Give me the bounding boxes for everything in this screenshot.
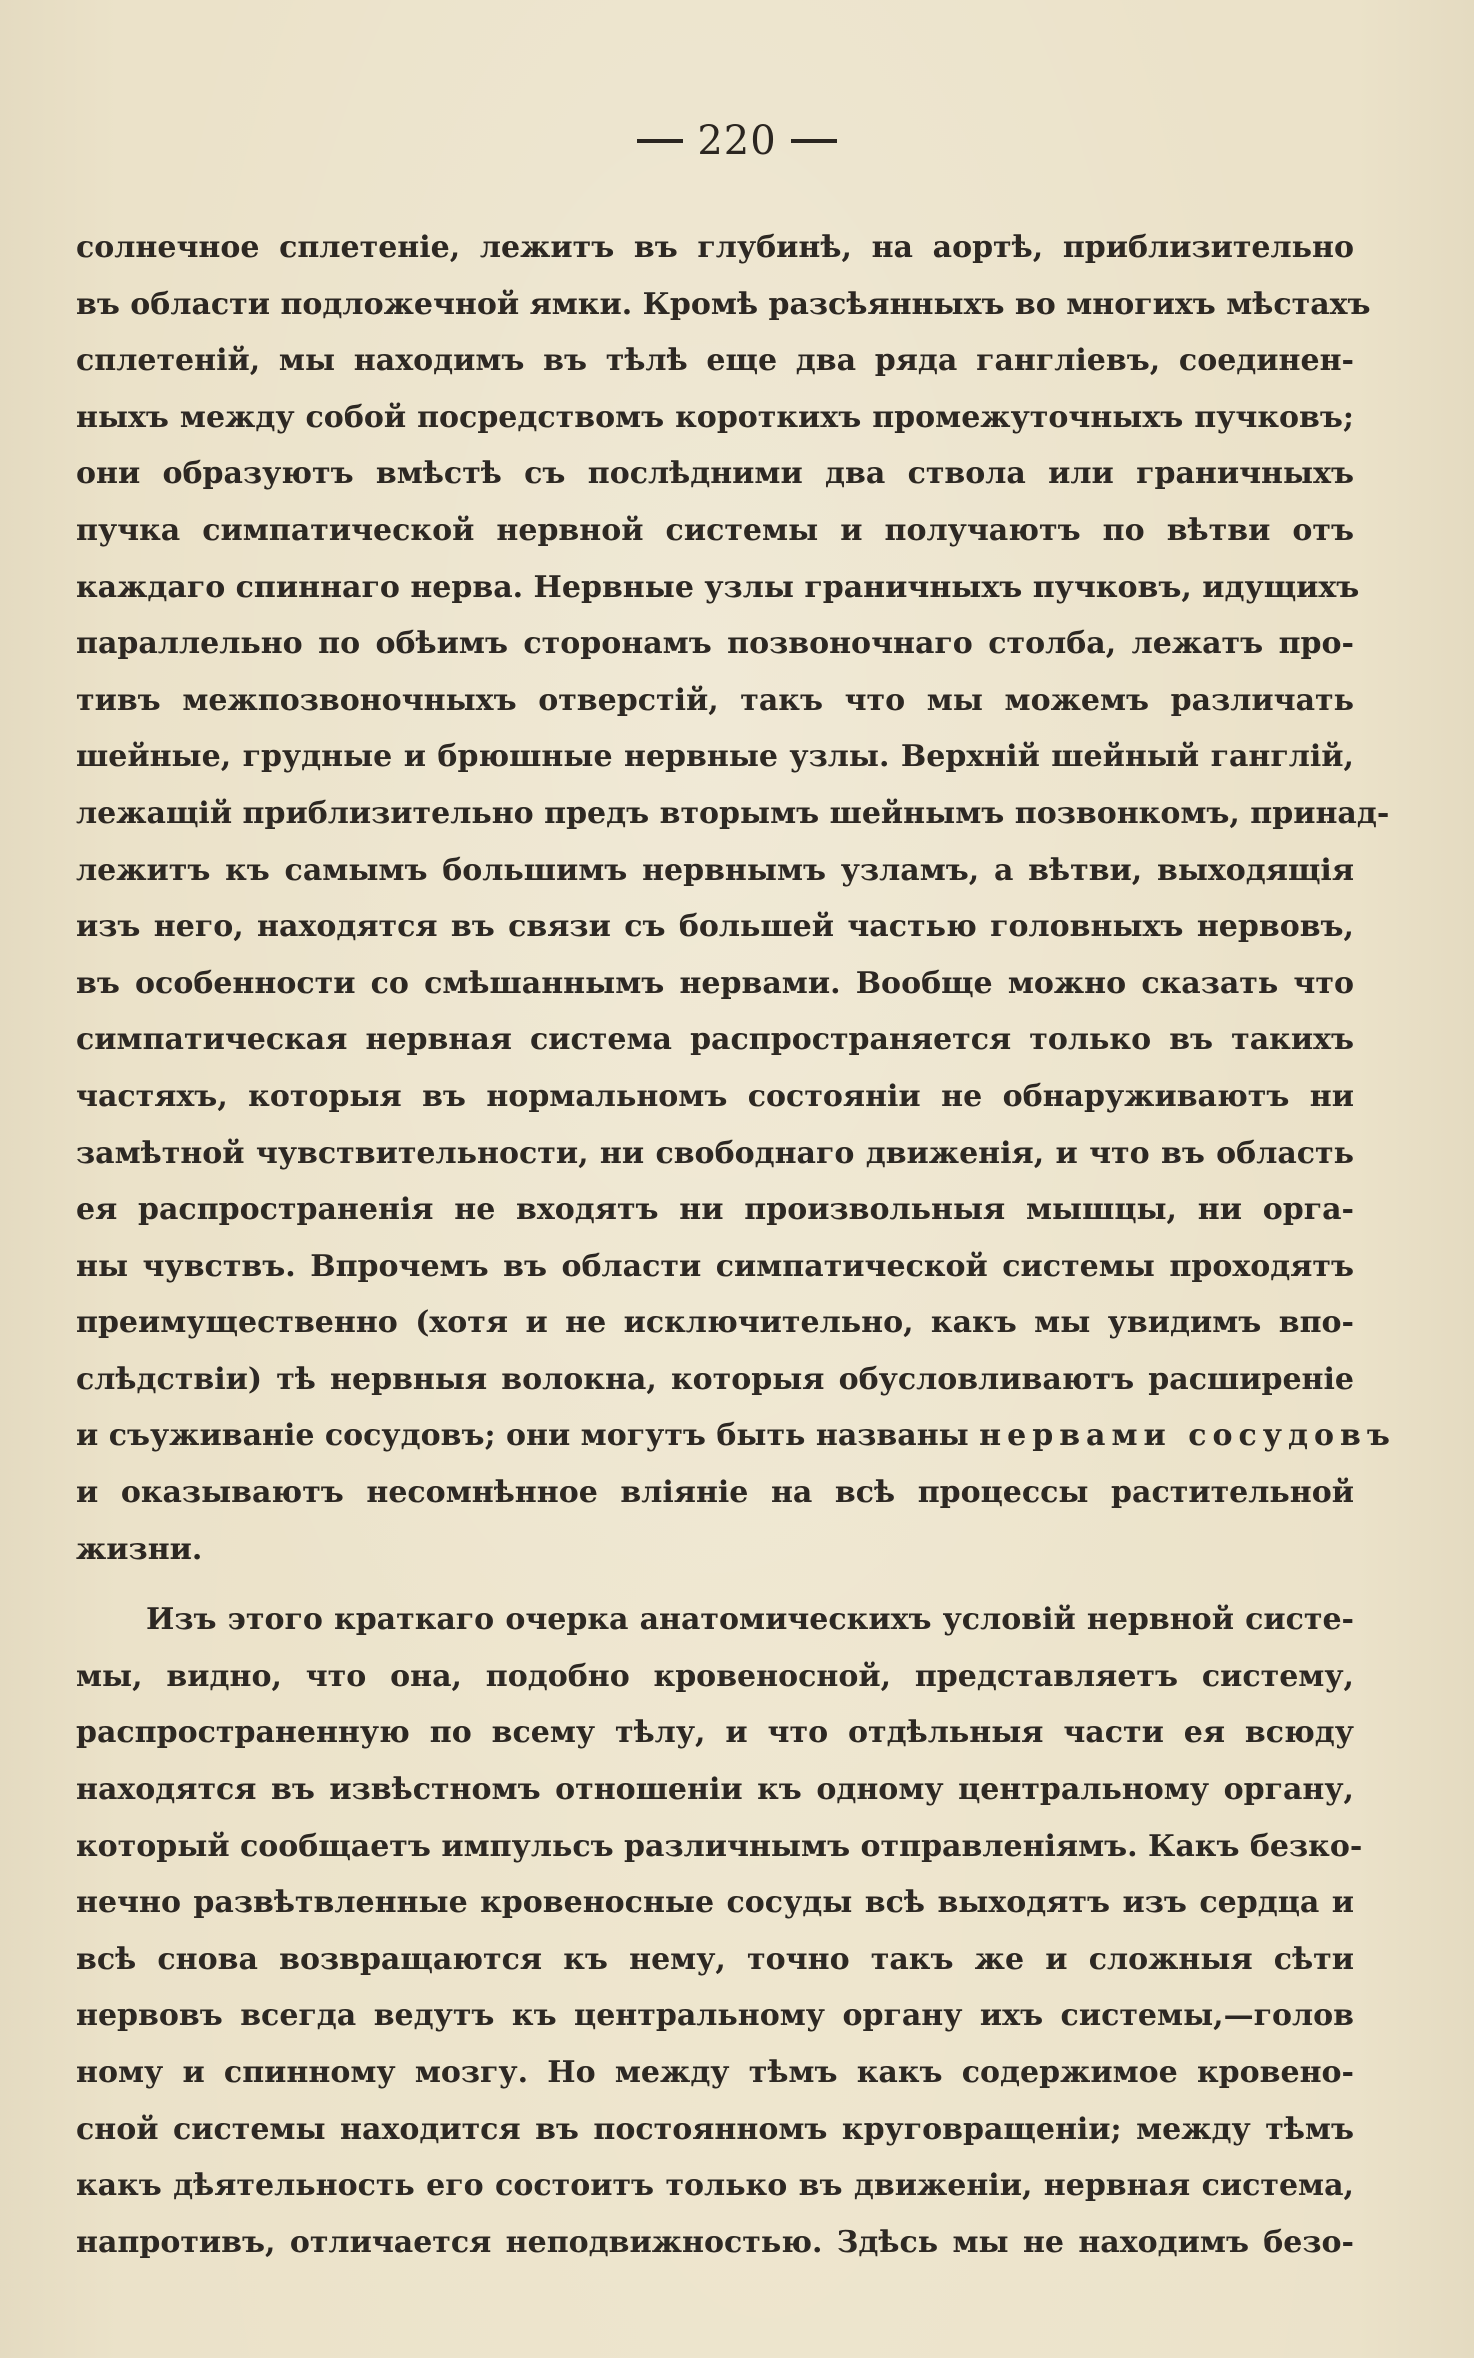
text-line: жизни. — [76, 1531, 203, 1567]
text-line: нервовъ всегда ведутъ къ центральному органу ихъ системы,—голов — [76, 1998, 1354, 2034]
text-line: ны чувствъ. Впрочемъ въ области симпатической системы проходятъ — [76, 1248, 1354, 1284]
body-text — [76, 220, 1396, 2271]
page-header — [0, 118, 1474, 164]
text-line: сной системы находится въ постоянномъ круговращеніи; между тѣмъ — [76, 2111, 1354, 2147]
text-line: ному и спинному мозгу. Но между тѣмъ какъ содержимое кровено- — [76, 2055, 1354, 2090]
text-line: солнечное сплетеніе, лежитъ въ глубинѣ, на аортѣ, приблизительно — [76, 230, 1354, 265]
text-line: лежитъ къ самымъ большимъ нервнымъ узламъ, а вѣтви, выходящія — [76, 852, 1354, 888]
text-line: напротивъ, отличается неподвижностью. Здѣсь мы не находимъ безо- — [76, 2224, 1354, 2260]
header-dash-left — [637, 139, 683, 143]
text-line: преимущественно (хотя и не исключительно, какъ мы увидимъ впо- — [76, 1305, 1354, 1341]
header-dash-right — [791, 139, 837, 143]
text-line: лежащій приблизительно предъ вторымъ шейнымъ позвонкомъ, принад- — [76, 795, 1390, 831]
text-line: ныхъ между собой посредствомъ короткихъ промежуточныхъ пучковъ; — [76, 399, 1354, 435]
paragraph-1 — [76, 220, 1396, 1578]
text-line: каждаго спиннаго нерва. Нервные узлы граничныхъ пучковъ, идущихъ — [76, 569, 1360, 605]
text-line: ея распространенія не входятъ ни произвольныя мышцы, ни орга- — [76, 1192, 1354, 1228]
text-fragment: и съуживаніе сосудовъ; они могутъ быть названы — [76, 1418, 980, 1454]
paragraph-2 — [76, 1592, 1363, 2271]
text-line: слѣдствіи) тѣ нервныя волокна, которыя обусловливаютъ расширеніе — [76, 1361, 1354, 1397]
text-line: находятся въ извѣстномъ отношеніи къ одному центральному органу, — [76, 1772, 1354, 1808]
text-line: шейные, грудные и брюшные нервные узлы. Верхній шейный ганглій, — [76, 739, 1354, 775]
text-line: замѣтной чувствительности, ни свободнаго движенія, и что въ область — [76, 1135, 1354, 1171]
text-line: и оказываютъ несомнѣнное вліяніе на всѣ процессы растительной — [76, 1475, 1354, 1511]
text-line: въ особенности со смѣшаннымъ нервами. Вообще можно сказать что — [76, 965, 1354, 1001]
text-line: который сообщаетъ импульсъ различнымъ отправленіямъ. Какъ безко- — [76, 1828, 1363, 1864]
text-line: тивъ межпозвоночныхъ отверстій, такъ что мы можемъ различать — [76, 682, 1354, 718]
text-line-with-emphasis — [76, 1408, 1396, 1465]
text-line: распространенную по всему тѣлу, и что отдѣльныя части ея всюду — [76, 1715, 1354, 1751]
text-line: сплетеній, мы находимъ въ тѣлѣ еще два ряда гангліевъ, соединен- — [76, 343, 1354, 379]
text-line: частяхъ, которыя въ нормальномъ состояніи не обнаруживаютъ ни — [76, 1078, 1354, 1114]
text-line: всѣ снова возвращаются къ нему, точно такъ же и сложныя сѣти — [76, 1941, 1354, 1977]
text-line: симпатическая нервная система распространяется только въ такихъ — [76, 1022, 1354, 1058]
emphasized-term: нервами сосудовъ — [979, 1418, 1396, 1454]
text-line: нечно развѣтвленные кровеносные сосуды всѣ выходятъ изъ сердца и — [76, 1885, 1354, 1921]
text-line: какъ дѣятельность его состоитъ только въ движеніи, нервная система, — [76, 2168, 1354, 2204]
text-line: мы, видно, что она, подобно кровеносной, представляетъ систему, — [76, 1658, 1354, 1694]
text-line: пучка симпатической нервной системы и получаютъ по вѣтви отъ — [76, 512, 1354, 548]
text-line: въ области подложечной ямки. Кромѣ разсѣянныхъ во многихъ мѣстахъ — [76, 286, 1371, 322]
text-line: изъ него, находятся въ связи съ большей частью головныхъ нервовъ, — [76, 909, 1354, 945]
paragraph-gap — [76, 1578, 1354, 1592]
text-line: параллельно по обѣимъ сторонамъ позвоночнаго столба, лежатъ про- — [76, 626, 1354, 662]
text-line: они образуютъ вмѣстѣ съ послѣдними два ствола или граничныхъ — [76, 456, 1354, 492]
text-line: Изъ этого краткаго очерка анатомическихъ условій нервной систе- — [146, 1602, 1354, 1638]
page-number: 220 — [697, 118, 777, 164]
